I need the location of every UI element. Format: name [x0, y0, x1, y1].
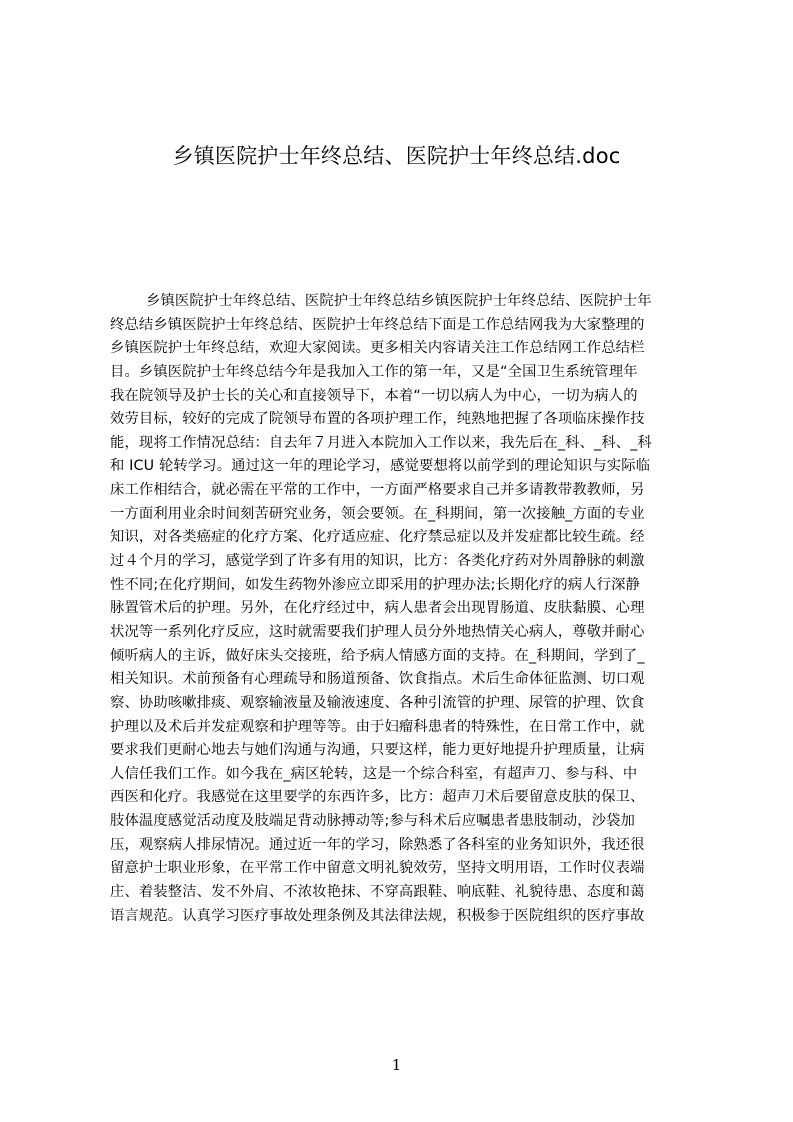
document-title: 乡镇医院护士年终总结、医院护士年终总结.doc — [172, 144, 621, 168]
paragraph-line: 能，现将工作情况总结：自去年７月进入本院加入工作以来，我先后在_科、_科、_科 — [110, 434, 652, 451]
paragraph-line: 要求我们更耐心地去与她们沟通与沟通，只要这样，能力更好地提升护理质量，让病 — [110, 742, 645, 759]
body-paragraph — [110, 290, 700, 928]
paragraph-line: 乡镇医院护士年终总结、医院护士年终总结乡镇医院护士年终总结、医院护士年 — [146, 293, 652, 309]
paragraph-line: 脉置管术后的护理。另外，在化疗经过中，病人患者会出现胃肠道、皮肤黏膜、心理 — [110, 600, 645, 617]
paragraph-line: 知识，对各类癌症的化疗方案、化疗适应症、化疗禁忌症以及并发症都比较生疏。经 — [110, 529, 645, 546]
paragraph-line: 目。乡镇医院护士年终总结今年是我加入工作的第一年，又是“全国卫生系统管理年 — [110, 363, 638, 380]
paragraph-line: 察、协助咳嗽排痰、观察输液量及输液速度、各种引流管的护理、尿管的护理、饮食 — [110, 694, 645, 711]
page-number: 1 — [391, 1056, 402, 1074]
paragraph-line: 床工作相结合，就必需在平常的工作中，一方面严格要求自己并多请教带教教师，另 — [110, 482, 645, 499]
paragraph-line: 护理以及术后并发症观察和护理等等。由于妇瘤科患者的特殊性，在日常工作中，就 — [110, 718, 645, 735]
paragraph-line: 庄、着装整洁、发不外肩、不浓妆艳抹、不穿高跟鞋、响底鞋、礼貌待患、态度和蔼 — [110, 884, 645, 901]
paragraph-line: 人信任我们工作。如今我在_病区轮转，这是一个综合科室，有超声刀、参与科、中 — [110, 765, 638, 782]
paragraph-line: 肢体温度感觉活动度及肢端足背动脉搏动等;参与科术后应嘱患者患肢制动，沙袋加 — [110, 813, 636, 830]
paragraph-line: 性不同;在化疗期间，如发生药物外渗应立即采用的护理办法;长期化疗的病人行深静 — [110, 576, 641, 593]
paragraph-line: 乡镇医院护士年终总结，欢迎大家阅读。更多相关内容请关注工作总结网工作总结栏 — [110, 340, 645, 357]
paragraph-line: 留意护士职业形象，在平常工作中留意文明礼貌效劳，坚持文明用语，工作时仪表端 — [110, 860, 645, 877]
paragraph-line: 过４个月的学习，感觉学到了许多有用的知识，比方：各类化疗药对外周静脉的刺激 — [110, 553, 645, 570]
paragraph-line: 一方面利用业余时间刻苦研究业务，领会要领。在_科期间，第一次接触_方面的专业 — [110, 505, 645, 522]
paragraph-line: 效劳目标，较好的完成了院领导布置的各项护理工作，纯熟地把握了各项临床操作技 — [110, 411, 645, 428]
paragraph-line: 终总结乡镇医院护士年终总结、医院护士年终总结下面是工作总结网我为大家整理的 — [110, 316, 645, 333]
paragraph-line: 西医和化疗。我感觉在这里要学的东西许多，比方：超声刀术后要留意皮肤的保卫、 — [110, 789, 645, 806]
paragraph-line: 和 ICU 轮转学习。通过这一年的理论学习，感觉要想将以前学到的理论知识与实际临 — [110, 458, 651, 475]
paragraph-line: 我在院领导及护士长的关心和直接领导下，本着“一切以病人为中心，一切为病人的 — [110, 387, 638, 404]
paragraph-line: 压，观察病人排尿情况。通过近一年的学习，除熟悉了各科室的业务知识外，我还很 — [110, 836, 645, 853]
paragraph-line: 倾听病人的主诉，做好床头交接班，给予病人情感方面的支持。在_科期间，学到了_ — [110, 647, 645, 664]
paragraph-line: 状况等一系列化疗反应，这时就需要我们护理人员分外地热情关心病人，尊敬并耐心 — [110, 623, 645, 640]
paragraph-line: 相关知识。术前预备有心理疏导和肠道预备、饮食指点。术后生命体征监测、切口观 — [110, 671, 645, 688]
paragraph-line: 语言规范。认真学习医疗事故处理条例及其法律法规，积极参于医院组织的医疗事故 — [110, 907, 645, 924]
